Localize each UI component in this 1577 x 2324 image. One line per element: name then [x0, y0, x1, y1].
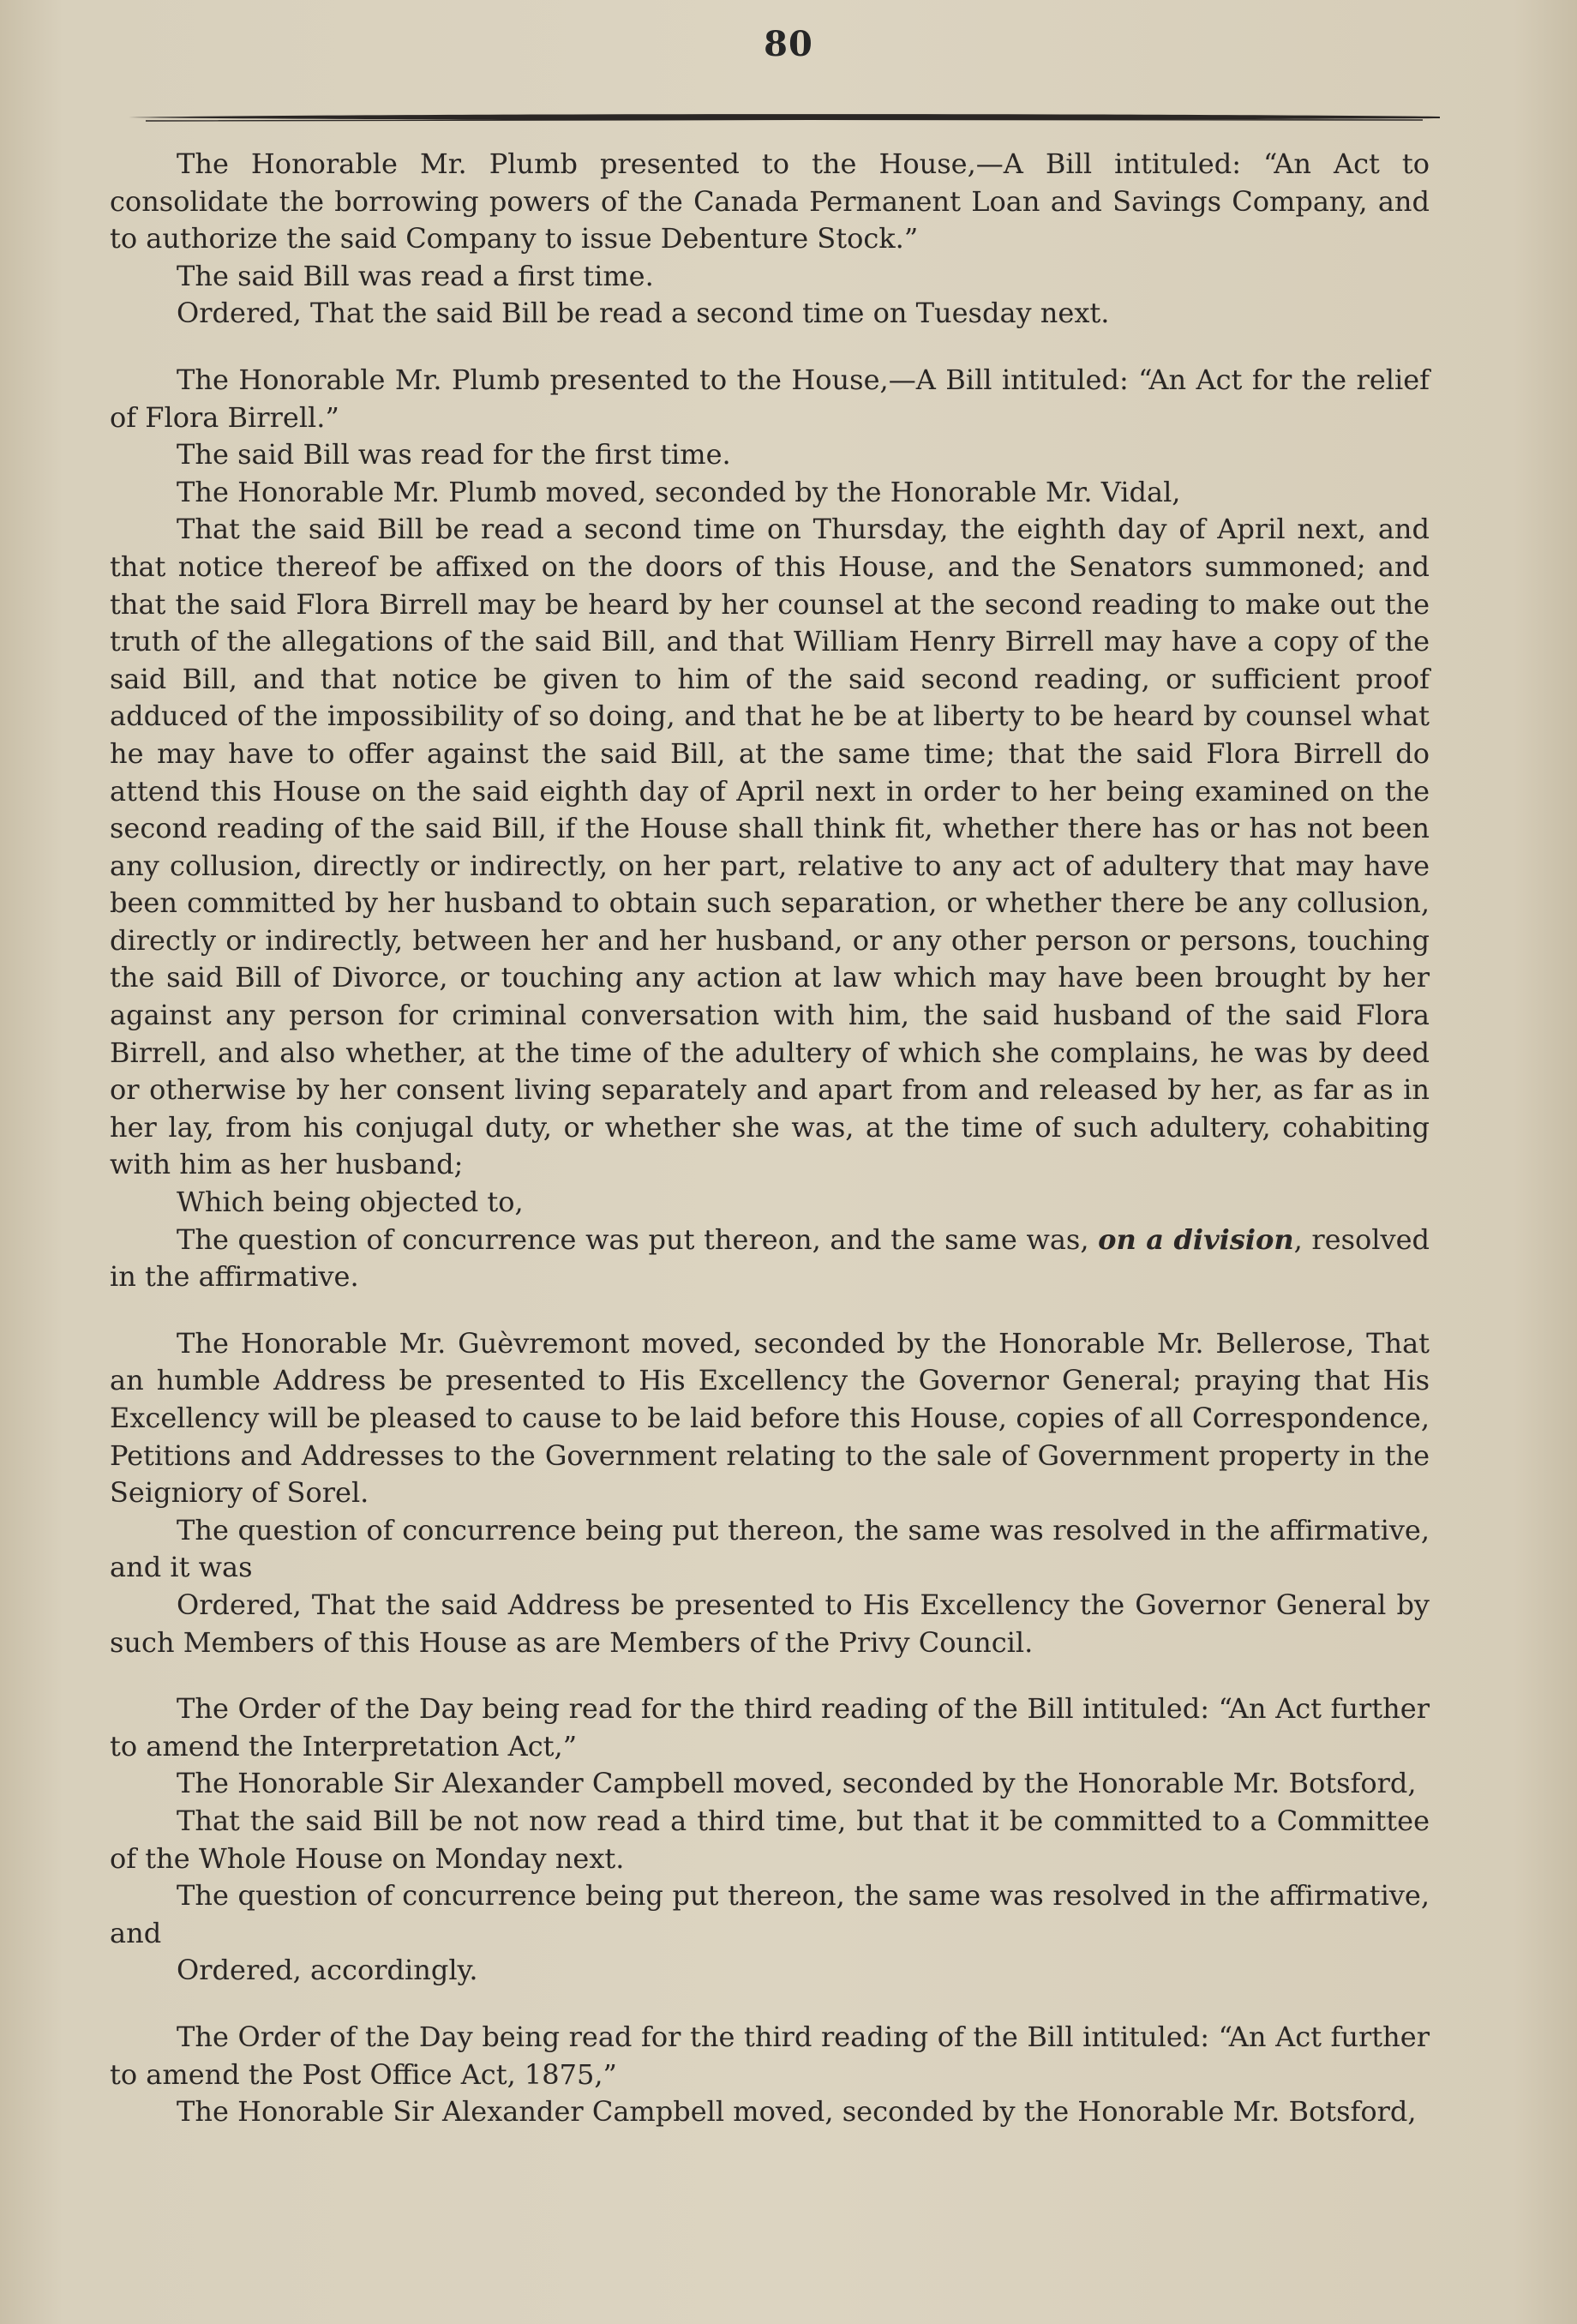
- paragraph-9-text-after: , resolved in the affirmative.: [110, 1222, 1430, 1294]
- paragraph-1: The Honorable Mr. Plumb presented to the House,—A Bill intituled: “An Act to consolidate the borrowing powers of the Canada Permanent Loan and Savings Company, and to authorize the said Company to issue Debenture Stock.”: [110, 147, 1430, 255]
- paragraph-9: [110, 1222, 1430, 1296]
- header-rule: [129, 110, 1440, 123]
- page-number: 80: [764, 24, 813, 64]
- paragraph-16: The question of concurrence being put thereon, the same was resolved in the affirmative, and: [110, 1879, 1430, 1949]
- paragraph-7: That the said Bill be read a second time on Thursday, the eighth day of April next, and that notice thereof be affixed on the doors of this House, and the Senators summoned; and that the said Flora Birrell may be heard by her counsel at the second reading to make out the truth of the allegations of the said Bill, and that William Henry Birrell may have a copy of the said Bill, and that notice be given to him of the said second reading, or sufficient proof adduced of the impossibility of so doing, and that he be at liberty to be heard by counsel what he may have to offer against the said Bill, at the same time; that the said Flora Birrell do attend this House on the said eighth day of April next in order to her being examined on the second reading of the said Bill, if the House shall think fit, whether there has or has not been any collusion, directly or indirectly, on her part, relative to any act of adultery that may have been committed by her husband to obtain such separation, or whether there be any collusion, directly or indirectly, between her and her husband, or any other person or persons, touching the said Bill of Divorce, or touching any action at law which may have been brought by her against any person for criminal conversation with him, the said husband of the said Flora Birrell, and also whether, at the time of the adultery of which she complains, he was by deed or otherwise by her consent living separately and apart from and released by her, as far as in her lay, from his conjugal duty, or whether she was, at the time of such adultery, cohabiting with him as her husband;: [110, 513, 1430, 1181]
- paragraph-14: The Honorable Sir Alexander Campbell moved, seconded by the Honorable Mr. Botsford,: [177, 1767, 1417, 1800]
- paragraph-11: The question of concurrence being put thereon, the same was resolved in the affirmative, and it was: [110, 1513, 1430, 1584]
- paragraph-17: Ordered, accordingly.: [177, 1954, 478, 1987]
- paragraph-8: Which being objected to,: [177, 1186, 524, 1219]
- paragraph-9-emphasis: on a division: [1098, 1222, 1294, 1256]
- paragraph-6: The Honorable Mr. Plumb moved, seconded by the Honorable Mr. Vidal,: [177, 475, 1181, 508]
- paragraph-2: The said Bill was read a first time.: [177, 259, 654, 292]
- body-text: [110, 146, 1430, 2131]
- paragraph-9-text-before: The question of concurrence was put thereon, and the same was,: [177, 1222, 1099, 1256]
- paragraph-4: The Honorable Mr. Plumb presented to the House,—A Bill intituled: “An Act for the relief of Flora Birrell.”: [110, 363, 1430, 434]
- paragraph-10: The Honorable Mr. Guèvremont moved, seconded by the Honorable Mr. Bellerose, That an humble Address be presented to His Excellency the Governor General; praying that His Excellency will be pleased to cause to be laid before this House, copies of all Correspondence, Petitions and Addresses to the Government relating to the sale of Government property in the Seigniory of Sorel.: [110, 1326, 1430, 1510]
- paragraph-19: The Honorable Sir Alexander Campbell moved, seconded by the Honorable Mr. Botsford,: [177, 2095, 1417, 2129]
- paragraph-12: Ordered, That the said Address be presented to His Excellency the Governor General by such Members of this House as are Members of the Privy Council.: [110, 1588, 1430, 1659]
- paragraph-13: The Order of the Day being read for the third reading of the Bill intituled: “An Act further to amend the Interpretation Act,”: [110, 1692, 1430, 1763]
- paragraph-15: That the said Bill be not now read a third time, but that it be committed to a Committee of the Whole House on Monday next.: [110, 1804, 1430, 1875]
- paragraph-5: The said Bill was read for the first time.: [177, 438, 731, 471]
- paragraph-3: Ordered, That the said Bill be read a second time on Tuesday next.: [177, 297, 1110, 330]
- paragraph-18: The Order of the Day being read for the third reading of the Bill intituled: “An Act further to amend the Post Office Act, 1875,”: [110, 2020, 1430, 2091]
